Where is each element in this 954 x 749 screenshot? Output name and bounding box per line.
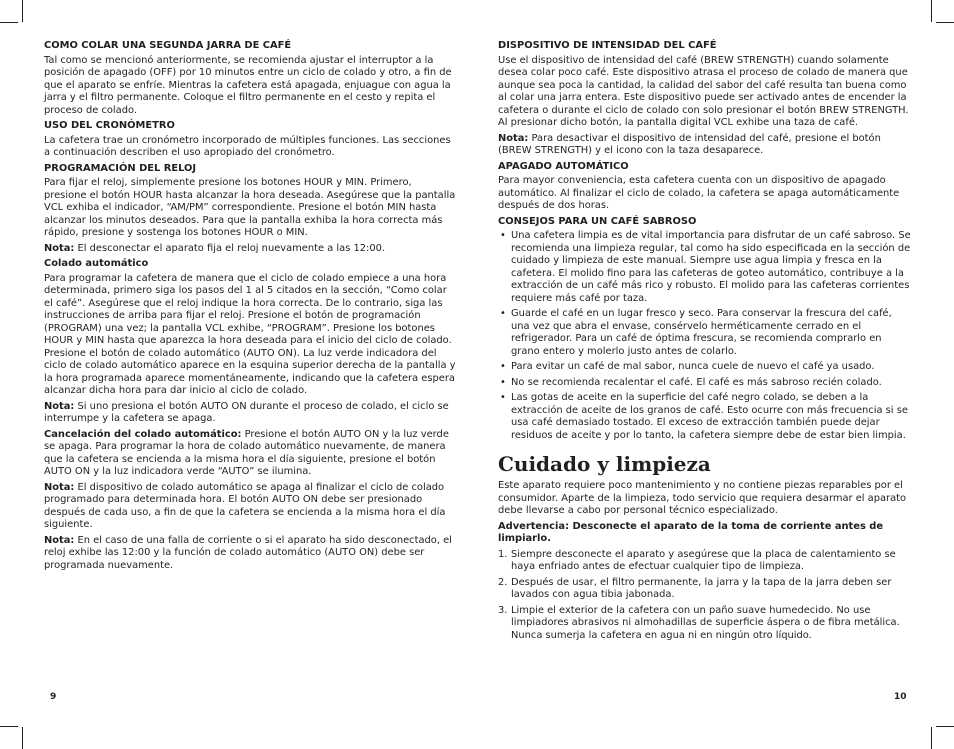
list-item-text: Siempre desconecte el aparato y asegúrese que la placa de calentamiento se haya enfriado antes de efectuar cualquier tipo de limpieza.	[511, 548, 896, 572]
paragraph-text: La cafetera trae un cronómetro incorporado de múltiples funciones. Las secciones a continuación describen el uso apropiado del cronómetro.	[44, 134, 451, 158]
paragraph	[44, 243, 456, 256]
section-heading: DISPOSITIVO DE INTENSIDAD DEL CAFÉ	[498, 40, 717, 51]
paragraph	[44, 55, 456, 118]
paragraph	[498, 480, 912, 518]
paragraph-text: Este aparato requiere poco mantenimiento y no contiene piezas reparables por el consumidor. Aparte de la limpieza, todo servicio que requiera desarmar el aparato debe llevarse a cabo por personal técnico especializado.	[498, 480, 907, 516]
paragraph-text: En el caso de una falla de corriente o si el aparato ha sido desconectado, el reloj exhibe las 12:00 y la función de colado automático (AUTO ON) debe ser programada nuevamente.	[44, 534, 452, 571]
paragraph-text: Para mayor conveniencia, esta cafetera cuenta con un dispositivo de apagado automático. Al finalizar el ciclo de colado, la cafetera se apaga automáticamente después de dos horas.	[498, 175, 900, 211]
paragraph	[44, 429, 456, 479]
crop-mark	[0, 726, 18, 727]
crop-mark	[931, 727, 932, 749]
paragraph-text: Si uno presiona el botón AUTO ON durante el proceso de colado, el ciclo se interrumpe y la cafetera se apaga.	[44, 400, 449, 424]
paragraph-text: El dispositivo de colado automático se apaga al finalizar el ciclo de colado programado para determinada hora. El botón AUTO ON debe ser presionado después de cada uso, a fin de que la cafetera se encienda a la misma hora el día siguiente.	[44, 481, 446, 530]
list-number: 1.	[498, 548, 508, 560]
list-item: • Para evitar un café de mal sabor, nunca cuele de nuevo el café ya usado.	[498, 361, 912, 374]
page-number-right: 10	[894, 692, 907, 702]
list-item: • Guarde el café en un lugar fresco y seco. Para conservar la frescura del café, una vez que abra el envase, consérvelo herméticamente cerrado en el refrigerador. Para un café de óptima frescura, se recomienda comprarlo en grano entero y molerlo justo antes de colarlo.	[498, 308, 912, 358]
section-heading: COMO COLAR UNA SEGUNDA JARRA DE CAFÉ	[44, 40, 292, 51]
list-item	[498, 577, 912, 602]
crop-mark	[22, 727, 23, 749]
paragraph-lead: Cancelación del colado automático:	[44, 428, 242, 440]
paragraph	[498, 521, 912, 546]
paragraph-text: Para programar la cafetera de manera que el ciclo de colado empiece a una hora determinada, primero siga los pasos del 1 al 5 citados en la sección, “Como colar el café”. Asegúrese que el reloj indique la hora correcta. De lo contrario, siga las instrucciones de arriba para fijar el reloj. Presione el botón de programación (PROGRAM) una vez; la pantalla VCL exhibe, “PROGRAM”. Presione los botones HOUR y MIN hasta que aparezca la hora deseada para el inicio del ciclo de colado. Presione el botón de colado automático (AUTO ON). La luz verde indicadora del ciclo de colado automático aparece en la esquina superior derecha de la pantalla y la hora programada aparece momentáneamente, indicando que la cafetera espera alcanzar dicha hora para dar inicio al ciclo de colado.	[44, 272, 456, 396]
paragraph	[498, 55, 912, 130]
paragraph	[44, 482, 456, 532]
crop-mark	[931, 0, 932, 22]
list-item	[498, 549, 912, 574]
paragraph	[498, 133, 912, 158]
paragraph-lead: Nota:	[44, 534, 75, 546]
paragraph-lead: Nota:	[498, 132, 529, 144]
list-item-text: Después de usar, el filtro permanente, la jarra y la tapa de la jarra deben ser lavados con agua tibia jabonada.	[511, 576, 892, 600]
paragraph-text: El desconectar el aparato fija el reloj nuevamente a las 12:00.	[74, 242, 386, 254]
paragraph-lead: Advertencia: Desconecte el aparato de la toma de corriente antes de limpiarlo.	[498, 520, 884, 544]
numbered-list	[498, 549, 912, 643]
list-number: 2.	[498, 576, 508, 588]
chapter-title: Cuidado y limpieza	[498, 452, 711, 476]
paragraph-text: Para desactivar el dispositivo de intensidad del café, presione el botón (BREW STRENGTH) y el icono con la taza desaparece.	[498, 132, 881, 156]
left-page-column	[44, 40, 456, 575]
paragraph	[44, 273, 456, 398]
paragraph-lead: Nota:	[44, 400, 75, 412]
list-item: • No se recomienda recalentar el café. El café es más sabroso recién colado.	[498, 377, 912, 390]
section-heading: APAGADO AUTOMÁTICO	[498, 160, 629, 172]
paragraph-text: Tal como se mencionó anteriormente, se recomienda ajustar el interruptor a la posición de apagado (OFF) por 10 minutos entre un ciclo de colado y otro, a fin de que el aparato se enfríe. Mientras la cafetera está apagada, enjuague con agua la jarra y el filtro permanente. Coloque el filtro permanente en el cesto y repita el proceso de colado.	[44, 54, 452, 116]
page-number-left: 9	[50, 692, 57, 702]
paragraph-lead: Nota:	[44, 481, 75, 493]
list-number: 3.	[498, 604, 508, 616]
paragraph	[44, 177, 456, 240]
paragraph	[498, 175, 912, 213]
paragraph-text: Presione el botón AUTO ON y la luz verde se apaga. Para programar la hora de colado automático nuevamente, de manera que la cafetera se encienda a la misma hora el día siguiente, presione el botón AUTO ON y la luz indicadora verde “AUTO” se ilumina.	[44, 428, 449, 477]
crop-mark	[936, 726, 954, 727]
bullet-list	[498, 230, 912, 442]
section-heading: USO DEL CRONÓMETRO	[44, 120, 175, 131]
crop-mark	[22, 0, 23, 22]
list-item: • Las gotas de aceite en la superficie del café negro colado, se deben a la extracción de aceite de los granos de café. Esto ocurre con más frecuencia si se usa café demasiado tostado. El exceso de extracción también puede dejar residuos de aceite y por lo tanto, la cafetera siempre debe de estar bien limpia.	[498, 392, 912, 442]
section-heading: PROGRAMACIÓN DEL RELOJ	[44, 162, 197, 174]
section-heading: CONSEJOS PARA UN CAFÉ SABROSO	[498, 215, 697, 227]
crop-mark	[0, 22, 18, 23]
paragraph-text: Use el dispositivo de intensidad del café (BREW STRENGTH) cuando solamente desea colar poco café. Este dispositivo atrasa el proceso de colado de manera que aunque sea poca la cantidad, la calidad del sabor del café resulta tan buena como al colar una jarra entera. Este dispositivo puede ser activado antes de encender la cafetera o durante el ciclo de colado con solo presionar el botón BREW STRENGTH. Al presionar dicho botón, la pantalla digital VCL exhibe una taza de café.	[498, 54, 909, 128]
crop-mark	[936, 22, 954, 23]
paragraph	[44, 401, 456, 426]
paragraph	[44, 535, 456, 573]
list-item	[498, 605, 912, 643]
paragraph-text: Para fijar el reloj, simplemente presione los botones HOUR y MIN. Primero, presione el botón HOUR hasta alcanzar la hora deseada. Asegúrese que la pantalla VCL exhiba el indicador, “AM/PM” correspondiente. Presione el botón MIN hasta alcanzar los minutos deseados. Para que la pantalla exhiba la hora correcta más rápido, presione y sostenga los botones HOUR o MIN.	[44, 177, 456, 238]
section-heading: Colado automático	[44, 258, 149, 269]
right-page-column	[498, 40, 912, 645]
list-item-text: Limpie el exterior de la cafetera con un paño suave humedecido. No use limpiadores abrasivos ni almohadillas de superficie áspera o de fibra metálica. Nunca sumerja la cafetera en agua ni en ningún otro líquido.	[511, 604, 900, 641]
paragraph-lead: Nota:	[44, 242, 75, 254]
list-item: • Una cafetera limpia es de vital importancia para disfrutar de un café sabroso. Se recomienda una limpieza regular, tal como ha sido especificada en la sección de cuidado y limpieza de este manual. Siempre use agua limpia y fresca en la cafetera. El molido fino para las cafeteras de goteo automático, contribuye a la extracción de un café más rico y robusto. El molido para las cafeteras corrientes requiere más café por taza.	[498, 230, 912, 305]
paragraph	[44, 135, 456, 160]
